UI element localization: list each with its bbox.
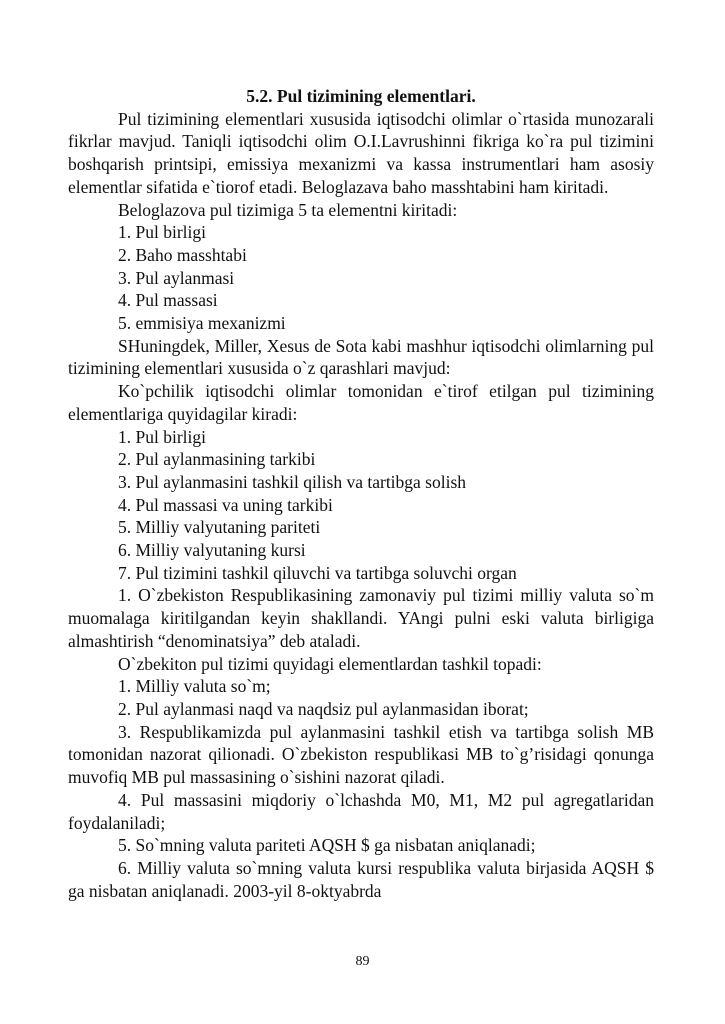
paragraph: O`zbekiton pul tizimi quyidagi elementlardan tashkil topadi: [118,653,542,674]
paragraph: Ko`pchilik iqtisodchi olimlar tomonidan e`tirof etilgan pul tizimining elementlariga quyidagilar kiradi: [68,381,654,424]
paragraph: 2. Pul aylanmasi naqd va naqdsiz pul aylanmasidan iborat; [118,698,529,719]
list-item: 2. Baho masshtabi [118,244,247,265]
list-item: 2. Pul aylanmasining tarkibi [118,449,316,470]
paragraph: 5. So`mning valuta pariteti AQSH $ ga nisbatan aniqlanadi; [118,835,536,856]
paragraph: 1. O`zbekiston Respublikasining zamonaviy pul tizimi milliy valuta so`m muomalaga kiritilgandan keyin shakllandi. YAngi pulni eski valuta birligiga almashtirish “denominatsiya” deb ataladi. [68,585,654,651]
list-item: 4. Pul massasi [118,290,218,311]
page-content [68,85,654,902]
list-item: 5. emmisiya mexanizmi [118,313,286,334]
section-heading: 5.2. Pul tizimining elementlari. [246,86,476,106]
list-item: 1. Pul birligi [118,426,206,447]
list-item: 3. Pul aylanmasini tashkil qilish va tartibga solish [118,471,467,492]
paragraph: 6. Milliy valuta so`mning valuta kursi respublika valuta birjasida AQSH $ ga nisbatan aniqlanadi. 2003-yil 8-oktyabrda [68,857,654,901]
list-item: 1. Pul birligi [118,222,206,243]
paragraph: 3. Respublikamizda pul aylanmasini tashkil etish va tartibga solish MB tomonidan nazorat qilionadi. O`zbekiston respublikasi MB to`g’risidagi qonunga muvofiq MB pul massasining o`sishini nazorat qiladi. [68,721,654,788]
list-item: 7. Pul tizimini tashkil qiluvchi va tartibga soluvchi organ [118,562,517,583]
list-item: 3. Pul aylanmasi [118,267,235,288]
list-item: 1. Milliy valuta so`m; [118,676,271,697]
page-number: 89 [355,954,370,969]
paragraph: Beloglazova pul tizimiga 5 ta elementni kiritadi: [118,199,458,220]
paragraph: 4. Pul massasini miqdoriy o`lchashda M0, M1, M2 pul agregatlaridan foydalaniladi; [68,789,654,833]
list-item: 6. Milliy valyutaning kursi [118,540,306,561]
paragraph: SHuningdek, Miller, Xesus de Sota kabi mashhur iqtisodchi olimlarning pul tizimining elementlari xususida o`z qarashlari mavjud: [68,335,654,379]
list-item: 5. Milliy valyutaning pariteti [118,517,321,538]
paragraph: Pul tizimining elementlari xususida iqtisodchi olimlar o`rtasida munozarali fikrlar mavjud. Taniqli iqtisodchi olim O.I.Lavrushinni fikriga ko`ra pul tizimini boshqarish printsipi, emissiya mexanizmi va kassa instrumentlari ham asosiy elementlar sifatida e`tiorof etadi. Beloglazava baho masshtabini ham kiritadi. [68,108,654,197]
list-item: 4. Pul massasi va uning tarkibi [118,494,333,515]
